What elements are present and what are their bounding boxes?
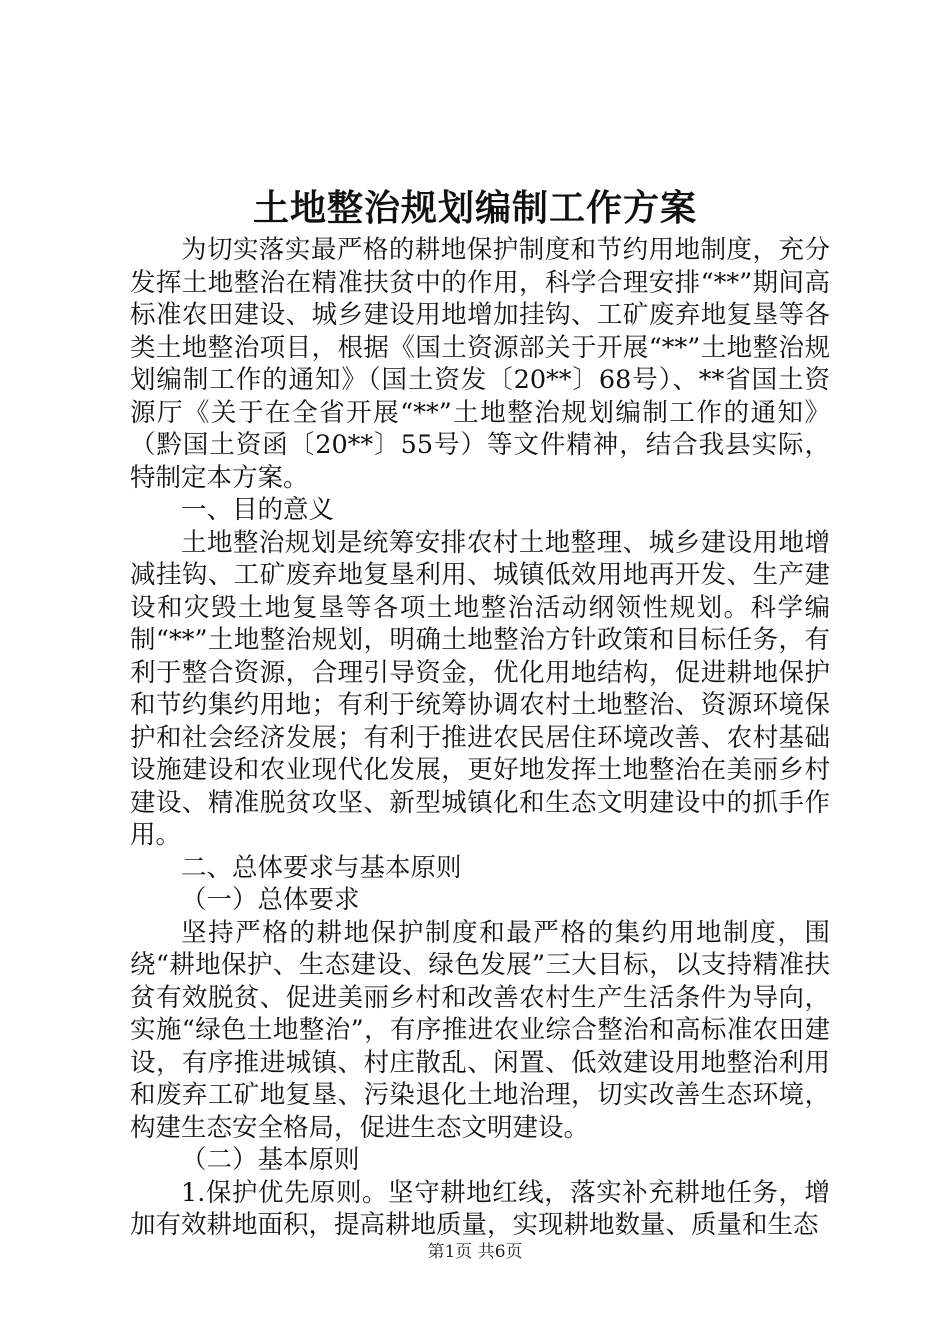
intro-paragraph: 为切实落实最严格的耕地保护制度和节约用地制度，充分发挥土地整治在精准扶贫中的作用，科学合理安排“**”期间高标准农田建设、城乡建设用地增加挂钩、工矿废弃地复垦等各类土地整治项目，根据《国土资源部关于开展“**”土地整治规划编制工作的通知》（国土资发〔20**〕68号）、**省国土资源厅《关于在全省开展“**”土地整治规划编制工作的通知》（黔国土资函〔20**〕55号）等文件精神，结合我县实际，特制定本方案。 <box>130 235 830 493</box>
document-title: 土地整治规划编制工作方案 <box>252 187 697 229</box>
section-heading-1: 一、目的意义 <box>181 495 335 525</box>
document-body <box>130 234 830 1242</box>
requirements-paragraph: 坚持严格的耕地保护制度和最严格的集约用地制度，围绕“耕地保护、生态建设、绿色发展”三大目标，以支持精准扶贫有效脱贫、促进美丽乡村和改善农村生产生活条件为导向，实施“绿色土地整治”，有序推进农业综合整治和高标准农田建设，有序推进城镇、村庄散乱、闲置、低效建设用地整治利用和废弃工矿地复垦、污染退化土地治理，切实改善生态环境，构建生态安全格局，促进生态文明建设。 <box>130 917 830 1143</box>
page-number: 第1页 共6页 <box>427 1242 523 1262</box>
section-heading-2: 二、总体要求与基本原则 <box>181 852 462 883</box>
principle-paragraph-1: 1.保护优先原则。坚守耕地红线，落实补充耕地任务，增加有效耕地面积，提高耕地质量，实现耕地数量、质量和生态 <box>130 1177 830 1240</box>
subsection-heading-2: （二）基本原则 <box>181 1145 360 1175</box>
subsection-heading-1: （一）总体要求 <box>181 885 360 915</box>
purpose-paragraph: 土地整治规划是统筹安排农村土地整理、城乡建设用地增减挂钩、工矿废弃地复垦利用、城镇低效用地再开发、生产建设和灾毁土地复垦等各项土地整治活动纲领性规划。科学编制“**”土地整治规划，明确土地整治方针政策和目标任务，有利于整合资源，合理引导资金，优化用地结构，促进耕地保护和节约集约用地；有利于统筹协调农村土地整治、资源环境保护和社会经济发展；有利于推进农民居住环境改善、农村基础设施建设和农业现代化发展，更好地发挥土地整治在美丽乡村建设、精准脱贫攻坚、新型城镇化和生态文明建设中的抓手作用。 <box>130 527 830 850</box>
